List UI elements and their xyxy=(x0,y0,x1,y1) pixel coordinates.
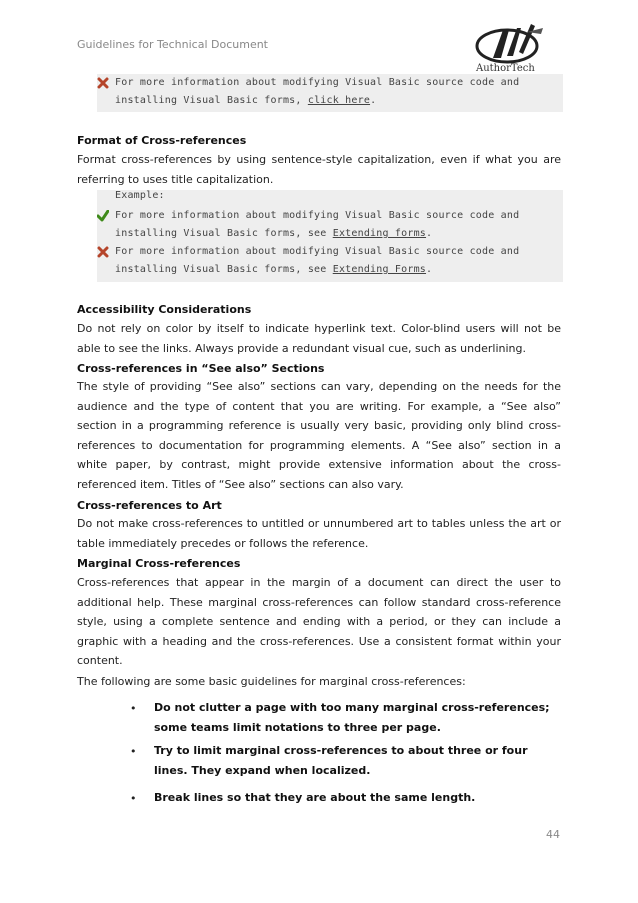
logo-wordmark: AuthorTech xyxy=(476,63,535,74)
paragraph-art: Do not make cross-references to untitled or unnumbered art to tables unless the art or table immediately precedes or follows the reference. xyxy=(77,517,561,550)
note-block-more-info xyxy=(97,74,563,112)
paragraph-see-also: The style of providing “See also” sections can vary, depending on the needs for the audience and the type of content that you are writing. For example, a “See also” section in a programming reference is usually very basic, providing only blind cross-references to documentation for programming elements. A “See also” section in a white paper, by contrast, might provide extensive information about the cross-referenced item. Titles of “See also” sections can also vary. xyxy=(77,380,561,491)
bad-example-line-2: installing Visual Basic forms, see Extending Forms. xyxy=(115,264,433,275)
click-here-link[interactable]: click here xyxy=(307,95,371,106)
guidelines-intro: The following are some basic guidelines for marginal cross-references: xyxy=(77,675,466,688)
bullet-item-break-lines: Break lines so that they are about the same length. xyxy=(154,791,476,804)
bullet-marker: • xyxy=(130,745,137,758)
heading-art: Cross-references to Art xyxy=(77,499,222,512)
heading-marginal: Marginal Cross-references xyxy=(77,557,241,570)
example-label: Example: xyxy=(115,190,165,201)
heading-format-cross-references: Format of Cross-references xyxy=(77,134,247,147)
checkmark-icon xyxy=(97,210,109,222)
good-example-line-1: For more information about modifying Visual Basic source code and xyxy=(115,210,520,221)
extending-forms-link[interactable]: Extending forms xyxy=(332,228,427,239)
paragraph-accessibility: Do not rely on color by itself to indicate hyperlink text. Color-blind users will not be able to see the links. Always provide a redundant visual cue, such as underlining. xyxy=(77,322,561,355)
cross-icon xyxy=(97,246,109,258)
running-header: Guidelines for Technical Document xyxy=(77,38,268,51)
bullet-item-limit-lines: Try to limit marginal cross-references to about three or four lines. They expand when localized. xyxy=(154,744,528,777)
paragraph-marginal: Cross-references that appear in the margin of a document can direct the user to additional help. These marginal cross-references can follow standard cross-reference style, using a complete sentence and ending with a period, or they can include a graphic with a heading and the cross-references. Use a consistent format within your content. xyxy=(77,576,561,668)
cross-icon xyxy=(97,77,109,89)
extending-forms-capitalized-link[interactable]: Extending Forms xyxy=(332,264,427,275)
good-example-line-2: installing Visual Basic forms, see Extending forms. xyxy=(115,228,433,239)
heading-accessibility: Accessibility Considerations xyxy=(77,303,252,316)
note-line-2: installing Visual Basic forms, click here. xyxy=(115,95,377,106)
note-line-1: For more information about modifying Visual Basic source code and xyxy=(115,77,520,88)
bullet-marker: • xyxy=(130,702,137,715)
bullet-marker: • xyxy=(130,792,137,805)
paragraph-format-cross-references: Format cross-references by using sentence-style capitalization, even if what you are referring to uses title capitalization. xyxy=(77,153,561,186)
example-block xyxy=(97,190,563,282)
page-number: 44 xyxy=(546,828,560,841)
bullet-item-clutter: Do not clutter a page with too many marginal cross-references; some teams limit notations to three per page. xyxy=(154,701,550,734)
heading-see-also: Cross-references in “See also” Sections xyxy=(77,362,325,375)
bad-example-line-1: For more information about modifying Visual Basic source code and xyxy=(115,246,520,257)
